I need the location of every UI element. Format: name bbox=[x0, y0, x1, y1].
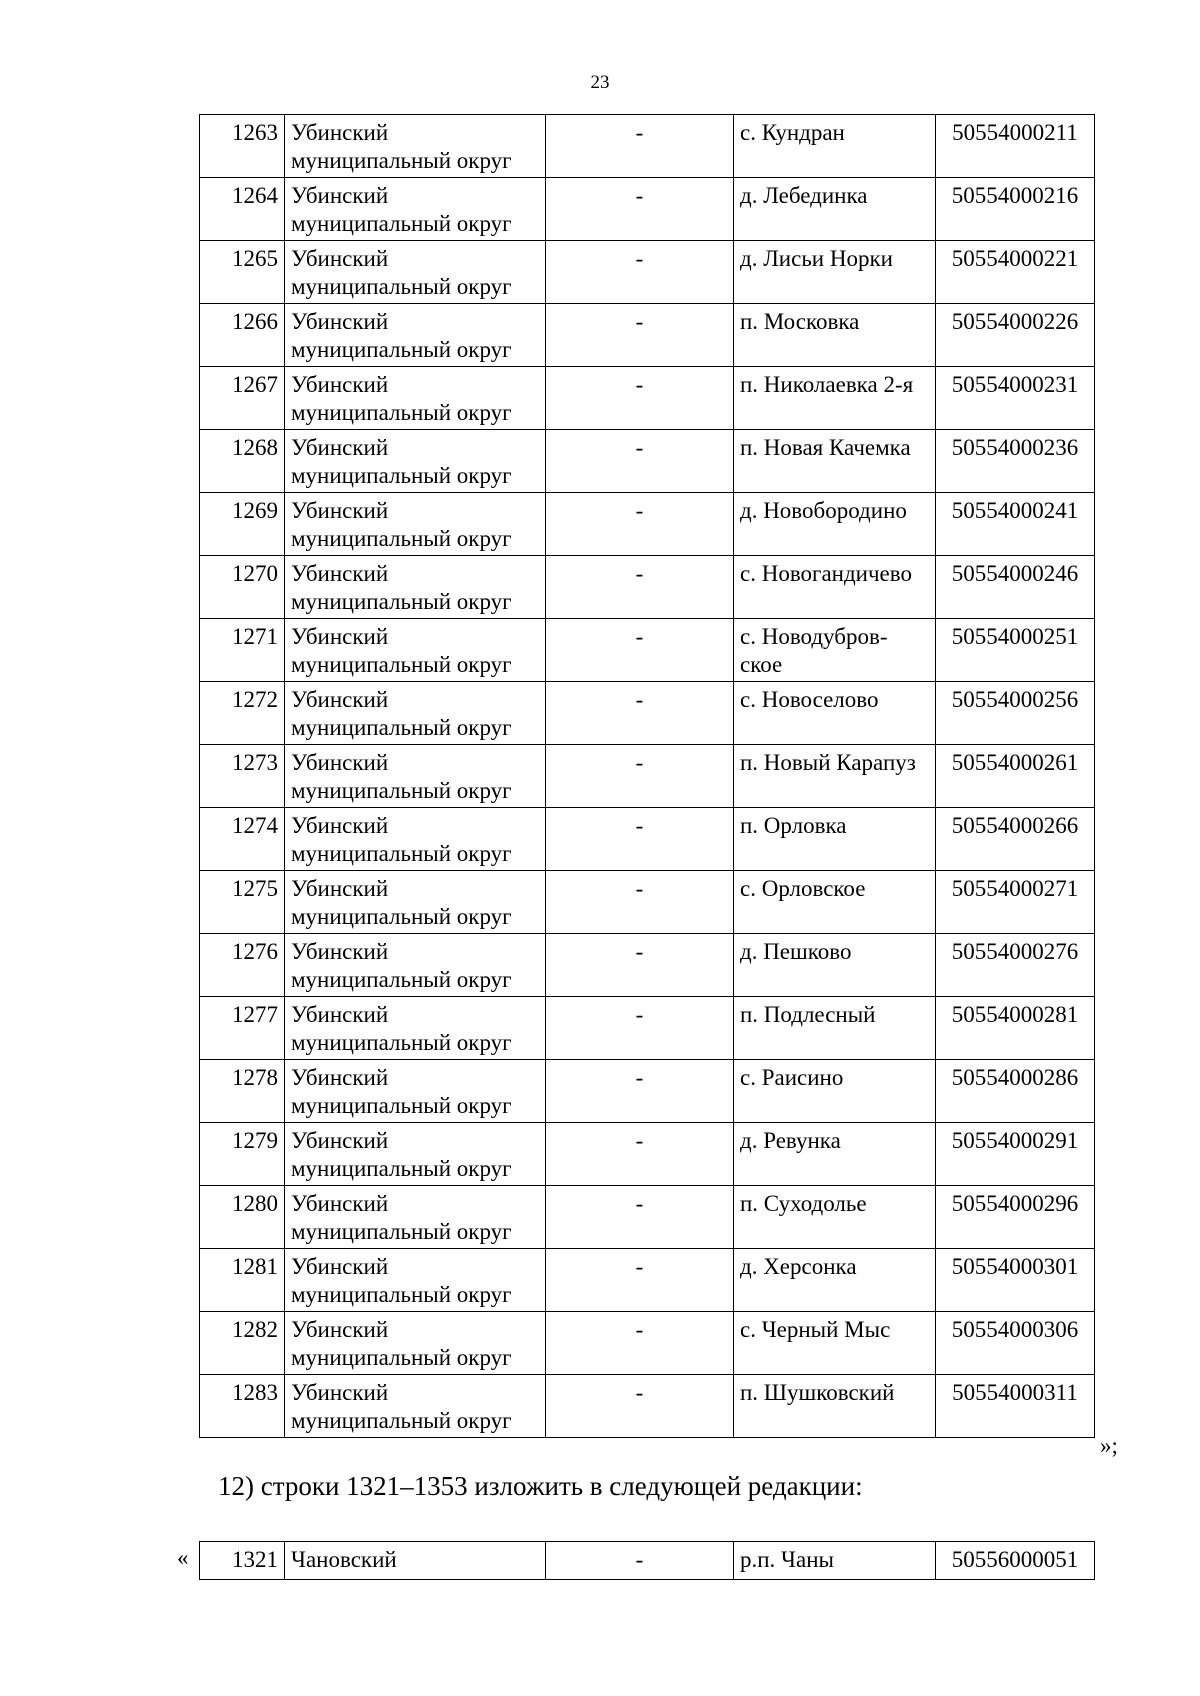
district-type-line: муниципальный округ bbox=[291, 841, 512, 866]
district-type-line: муниципальный округ bbox=[291, 652, 512, 677]
settlement-name bbox=[734, 241, 936, 304]
district-type-line: муниципальный округ bbox=[291, 211, 512, 236]
row-number: 1277 bbox=[200, 997, 285, 1060]
district-name bbox=[285, 430, 546, 493]
settlement-name-line: д. Новобородино bbox=[740, 498, 907, 523]
row-number: 1274 bbox=[200, 808, 285, 871]
table-row bbox=[200, 556, 1095, 619]
district-type-line: муниципальный округ bbox=[291, 1408, 512, 1433]
settlement-name bbox=[734, 934, 936, 997]
oktmo-code: 50554000216 bbox=[936, 178, 1095, 241]
settlement-name bbox=[734, 367, 936, 430]
oktmo-code: 50554000231 bbox=[936, 367, 1095, 430]
dash-cell: - bbox=[546, 367, 734, 430]
settlement-name bbox=[734, 1123, 936, 1186]
district-name bbox=[285, 115, 546, 178]
settlement-name-line: ское bbox=[740, 652, 783, 677]
district-type-line: муниципальный округ bbox=[291, 1282, 512, 1307]
settlement-name bbox=[734, 556, 936, 619]
settlement-name-line: с. Кундран bbox=[740, 120, 845, 145]
dash-cell: - bbox=[546, 871, 734, 934]
dash-cell: - bbox=[546, 682, 734, 745]
district-name-line: Убинский bbox=[291, 372, 389, 397]
settlement-name-line: п. Новая Качемка bbox=[740, 435, 911, 460]
district-name-line: Убинский bbox=[291, 309, 389, 334]
dash-cell: - bbox=[546, 997, 734, 1060]
district-name bbox=[285, 1186, 546, 1249]
district-type-line: муниципальный округ bbox=[291, 148, 512, 173]
table-row bbox=[200, 1312, 1095, 1375]
oktmo-code: 50556000051 bbox=[936, 1542, 1095, 1580]
settlement-name-line: п. Николаевка 2-я bbox=[740, 372, 914, 397]
dash-cell: - bbox=[546, 430, 734, 493]
settlement-name-line: с. Новоселово bbox=[740, 687, 879, 712]
district-type-line: муниципальный округ bbox=[291, 526, 512, 551]
district-name bbox=[285, 1312, 546, 1375]
settlement-name-line: п. Орловка bbox=[740, 813, 847, 838]
district-type-line: муниципальный округ bbox=[291, 1219, 512, 1244]
district-type-line: муниципальный округ bbox=[291, 1156, 512, 1181]
dash-cell: - bbox=[546, 619, 734, 682]
oktmo-code: 50554000221 bbox=[936, 241, 1095, 304]
settlement-name bbox=[734, 745, 936, 808]
table-row bbox=[200, 367, 1095, 430]
district-name bbox=[285, 934, 546, 997]
oktmo-code: 50554000236 bbox=[936, 430, 1095, 493]
district-type-line: муниципальный округ bbox=[291, 1093, 512, 1118]
district-name-line: Убинский bbox=[291, 561, 389, 586]
district-name: Чановский bbox=[285, 1542, 546, 1580]
district-type-line: муниципальный округ bbox=[291, 778, 512, 803]
district-name bbox=[285, 1060, 546, 1123]
row-number: 1276 bbox=[200, 934, 285, 997]
settlement-name-line: п. Суходолье bbox=[740, 1191, 867, 1216]
table-row bbox=[200, 1060, 1095, 1123]
district-type-line: муниципальный округ bbox=[291, 463, 512, 488]
oktmo-code: 50554000256 bbox=[936, 682, 1095, 745]
table-row bbox=[200, 241, 1095, 304]
row-number: 1278 bbox=[200, 1060, 285, 1123]
district-type-line: муниципальный округ bbox=[291, 589, 512, 614]
settlement-name bbox=[734, 997, 936, 1060]
row-number: 1280 bbox=[200, 1186, 285, 1249]
district-name-line: Убинский bbox=[291, 120, 389, 145]
dash-cell: - bbox=[546, 1186, 734, 1249]
dash-cell: - bbox=[546, 745, 734, 808]
instruction-text: 12) строки 1321–1353 изложить в следующей редакции: bbox=[218, 1471, 863, 1501]
settlement-name bbox=[734, 1375, 936, 1438]
row-number: 1321 bbox=[200, 1542, 285, 1580]
district-name-line: Убинский bbox=[291, 687, 389, 712]
district-name-line: Убинский bbox=[291, 246, 389, 271]
district-name bbox=[285, 682, 546, 745]
district-name-line: Убинский bbox=[291, 1002, 389, 1027]
row-number: 1279 bbox=[200, 1123, 285, 1186]
page-number: 23 bbox=[590, 72, 610, 93]
oktmo-code: 50554000251 bbox=[936, 619, 1095, 682]
dash-cell: - bbox=[546, 1123, 734, 1186]
table-row bbox=[200, 178, 1095, 241]
settlement-name bbox=[734, 115, 936, 178]
settlement-name-line: д. Лебединка bbox=[740, 183, 868, 208]
dash-cell: - bbox=[546, 304, 734, 367]
table-row bbox=[200, 934, 1095, 997]
settlement-name-line: п. Подлесный bbox=[740, 1002, 876, 1027]
oktmo-code: 50554000296 bbox=[936, 1186, 1095, 1249]
oktmo-code: 50554000271 bbox=[936, 871, 1095, 934]
district-type-line: муниципальный округ bbox=[291, 715, 512, 740]
oktmo-code: 50554000211 bbox=[936, 115, 1095, 178]
settlement-name-line: с. Черный Мыс bbox=[740, 1317, 891, 1342]
settlement-name bbox=[734, 871, 936, 934]
table-row bbox=[200, 1542, 1095, 1580]
district-name bbox=[285, 871, 546, 934]
dash-cell: - bbox=[546, 1542, 734, 1580]
district-type-line: муниципальный округ bbox=[291, 1030, 512, 1055]
district-name-line: Убинский bbox=[291, 624, 389, 649]
oktmo-code: 50554000291 bbox=[936, 1123, 1095, 1186]
oktmo-code: 50554000226 bbox=[936, 304, 1095, 367]
settlement-name bbox=[734, 1186, 936, 1249]
district-name bbox=[285, 997, 546, 1060]
district-type-line: муниципальный округ bbox=[291, 1345, 512, 1370]
settlement-name: р.п. Чаны bbox=[734, 1542, 936, 1580]
row-number: 1269 bbox=[200, 493, 285, 556]
district-name bbox=[285, 745, 546, 808]
dash-cell: - bbox=[546, 556, 734, 619]
settlement-name bbox=[734, 304, 936, 367]
district-type-line: муниципальный округ bbox=[291, 967, 512, 992]
row-number: 1271 bbox=[200, 619, 285, 682]
district-name-line: Убинский bbox=[291, 435, 389, 460]
row-number: 1281 bbox=[200, 1249, 285, 1312]
oktmo-code: 50554000301 bbox=[936, 1249, 1095, 1312]
settlement-name bbox=[734, 178, 936, 241]
district-name bbox=[285, 1375, 546, 1438]
dash-cell: - bbox=[546, 241, 734, 304]
district-name-line: Убинский bbox=[291, 1380, 389, 1405]
row-number: 1275 bbox=[200, 871, 285, 934]
district-type-line: муниципальный округ bbox=[291, 400, 512, 425]
row-number: 1282 bbox=[200, 1312, 285, 1375]
settlements-table bbox=[199, 114, 1095, 1438]
district-name-line: Убинский bbox=[291, 1317, 389, 1342]
table-row bbox=[200, 871, 1095, 934]
district-name-line: Убинский bbox=[291, 1065, 389, 1090]
settlement-name-line: д. Пешково bbox=[740, 939, 852, 964]
row-number: 1270 bbox=[200, 556, 285, 619]
table-row bbox=[200, 1249, 1095, 1312]
settlement-name-line: с. Новогандичево bbox=[740, 561, 912, 586]
dash-cell: - bbox=[546, 1312, 734, 1375]
settlement-name bbox=[734, 493, 936, 556]
row-number: 1266 bbox=[200, 304, 285, 367]
settlement-name-line: д. Ревунка bbox=[740, 1128, 841, 1153]
district-name-line: Убинский bbox=[291, 498, 389, 523]
district-name bbox=[285, 808, 546, 871]
dash-cell: - bbox=[546, 493, 734, 556]
district-name-line: Убинский bbox=[291, 939, 389, 964]
district-name-line: Убинский bbox=[291, 876, 389, 901]
district-name-line: Убинский bbox=[291, 750, 389, 775]
settlement-name-line: д. Лисьи Норки bbox=[740, 246, 893, 271]
row-number: 1273 bbox=[200, 745, 285, 808]
row-number: 1283 bbox=[200, 1375, 285, 1438]
district-name bbox=[285, 1123, 546, 1186]
oktmo-code: 50554000246 bbox=[936, 556, 1095, 619]
district-name bbox=[285, 619, 546, 682]
closing-quote-mark: »; bbox=[1100, 1433, 1118, 1458]
settlement-name bbox=[734, 1312, 936, 1375]
table-row bbox=[200, 1123, 1095, 1186]
settlement-name-line: с. Раисино bbox=[740, 1065, 844, 1090]
district-name-line: Убинский bbox=[291, 183, 389, 208]
row-number: 1264 bbox=[200, 178, 285, 241]
settlement-name bbox=[734, 619, 936, 682]
row-number: 1265 bbox=[200, 241, 285, 304]
district-name bbox=[285, 241, 546, 304]
oktmo-code: 50554000241 bbox=[936, 493, 1095, 556]
oktmo-code: 50554000306 bbox=[936, 1312, 1095, 1375]
table-row bbox=[200, 493, 1095, 556]
opening-quote-mark: « bbox=[177, 1545, 189, 1570]
settlement-name bbox=[734, 1060, 936, 1123]
settlement-name bbox=[734, 808, 936, 871]
district-name-line: Убинский bbox=[291, 1254, 389, 1279]
row-number: 1263 bbox=[200, 115, 285, 178]
dash-cell: - bbox=[546, 115, 734, 178]
settlement-name bbox=[734, 430, 936, 493]
table-row bbox=[200, 682, 1095, 745]
settlement-name-line: п. Новый Карапуз bbox=[740, 750, 916, 775]
district-name bbox=[285, 178, 546, 241]
row-number: 1267 bbox=[200, 367, 285, 430]
oktmo-code: 50554000311 bbox=[936, 1375, 1095, 1438]
district-name-line: Убинский bbox=[291, 813, 389, 838]
oktmo-code: 50554000261 bbox=[936, 745, 1095, 808]
district-name-line: Убинский bbox=[291, 1191, 389, 1216]
continuation-table bbox=[199, 1541, 1095, 1580]
settlement-name-line: с. Орловское bbox=[740, 876, 866, 901]
district-type-line: муниципальный округ bbox=[291, 337, 512, 362]
district-type-line: муниципальный округ bbox=[291, 274, 512, 299]
row-number: 1272 bbox=[200, 682, 285, 745]
dash-cell: - bbox=[546, 178, 734, 241]
dash-cell: - bbox=[546, 1060, 734, 1123]
table-row bbox=[200, 745, 1095, 808]
settlement-name-line: п. Московка bbox=[740, 309, 860, 334]
table-row bbox=[200, 304, 1095, 367]
dash-cell: - bbox=[546, 934, 734, 997]
oktmo-code: 50554000266 bbox=[936, 808, 1095, 871]
dash-cell: - bbox=[546, 1375, 734, 1438]
table-row bbox=[200, 619, 1095, 682]
oktmo-code: 50554000281 bbox=[936, 997, 1095, 1060]
row-number: 1268 bbox=[200, 430, 285, 493]
district-name bbox=[285, 1249, 546, 1312]
table-row bbox=[200, 115, 1095, 178]
table-row bbox=[200, 1375, 1095, 1438]
district-name bbox=[285, 367, 546, 430]
settlement-name-line: с. Новодубров- bbox=[740, 624, 888, 649]
district-name bbox=[285, 556, 546, 619]
table-row bbox=[200, 997, 1095, 1060]
settlement-name-line: д. Херсонка bbox=[740, 1254, 857, 1279]
table-row bbox=[200, 808, 1095, 871]
district-type-line: муниципальный округ bbox=[291, 904, 512, 929]
dash-cell: - bbox=[546, 808, 734, 871]
oktmo-code: 50554000286 bbox=[936, 1060, 1095, 1123]
dash-cell: - bbox=[546, 1249, 734, 1312]
district-name bbox=[285, 493, 546, 556]
settlements-table-body bbox=[200, 115, 1095, 1438]
table-row bbox=[200, 430, 1095, 493]
district-name bbox=[285, 304, 546, 367]
settlement-name-line: п. Шушковский bbox=[740, 1380, 895, 1405]
district-name-line: Убинский bbox=[291, 1128, 389, 1153]
table-row bbox=[200, 1186, 1095, 1249]
settlement-name bbox=[734, 1249, 936, 1312]
settlement-name bbox=[734, 682, 936, 745]
oktmo-code: 50554000276 bbox=[936, 934, 1095, 997]
